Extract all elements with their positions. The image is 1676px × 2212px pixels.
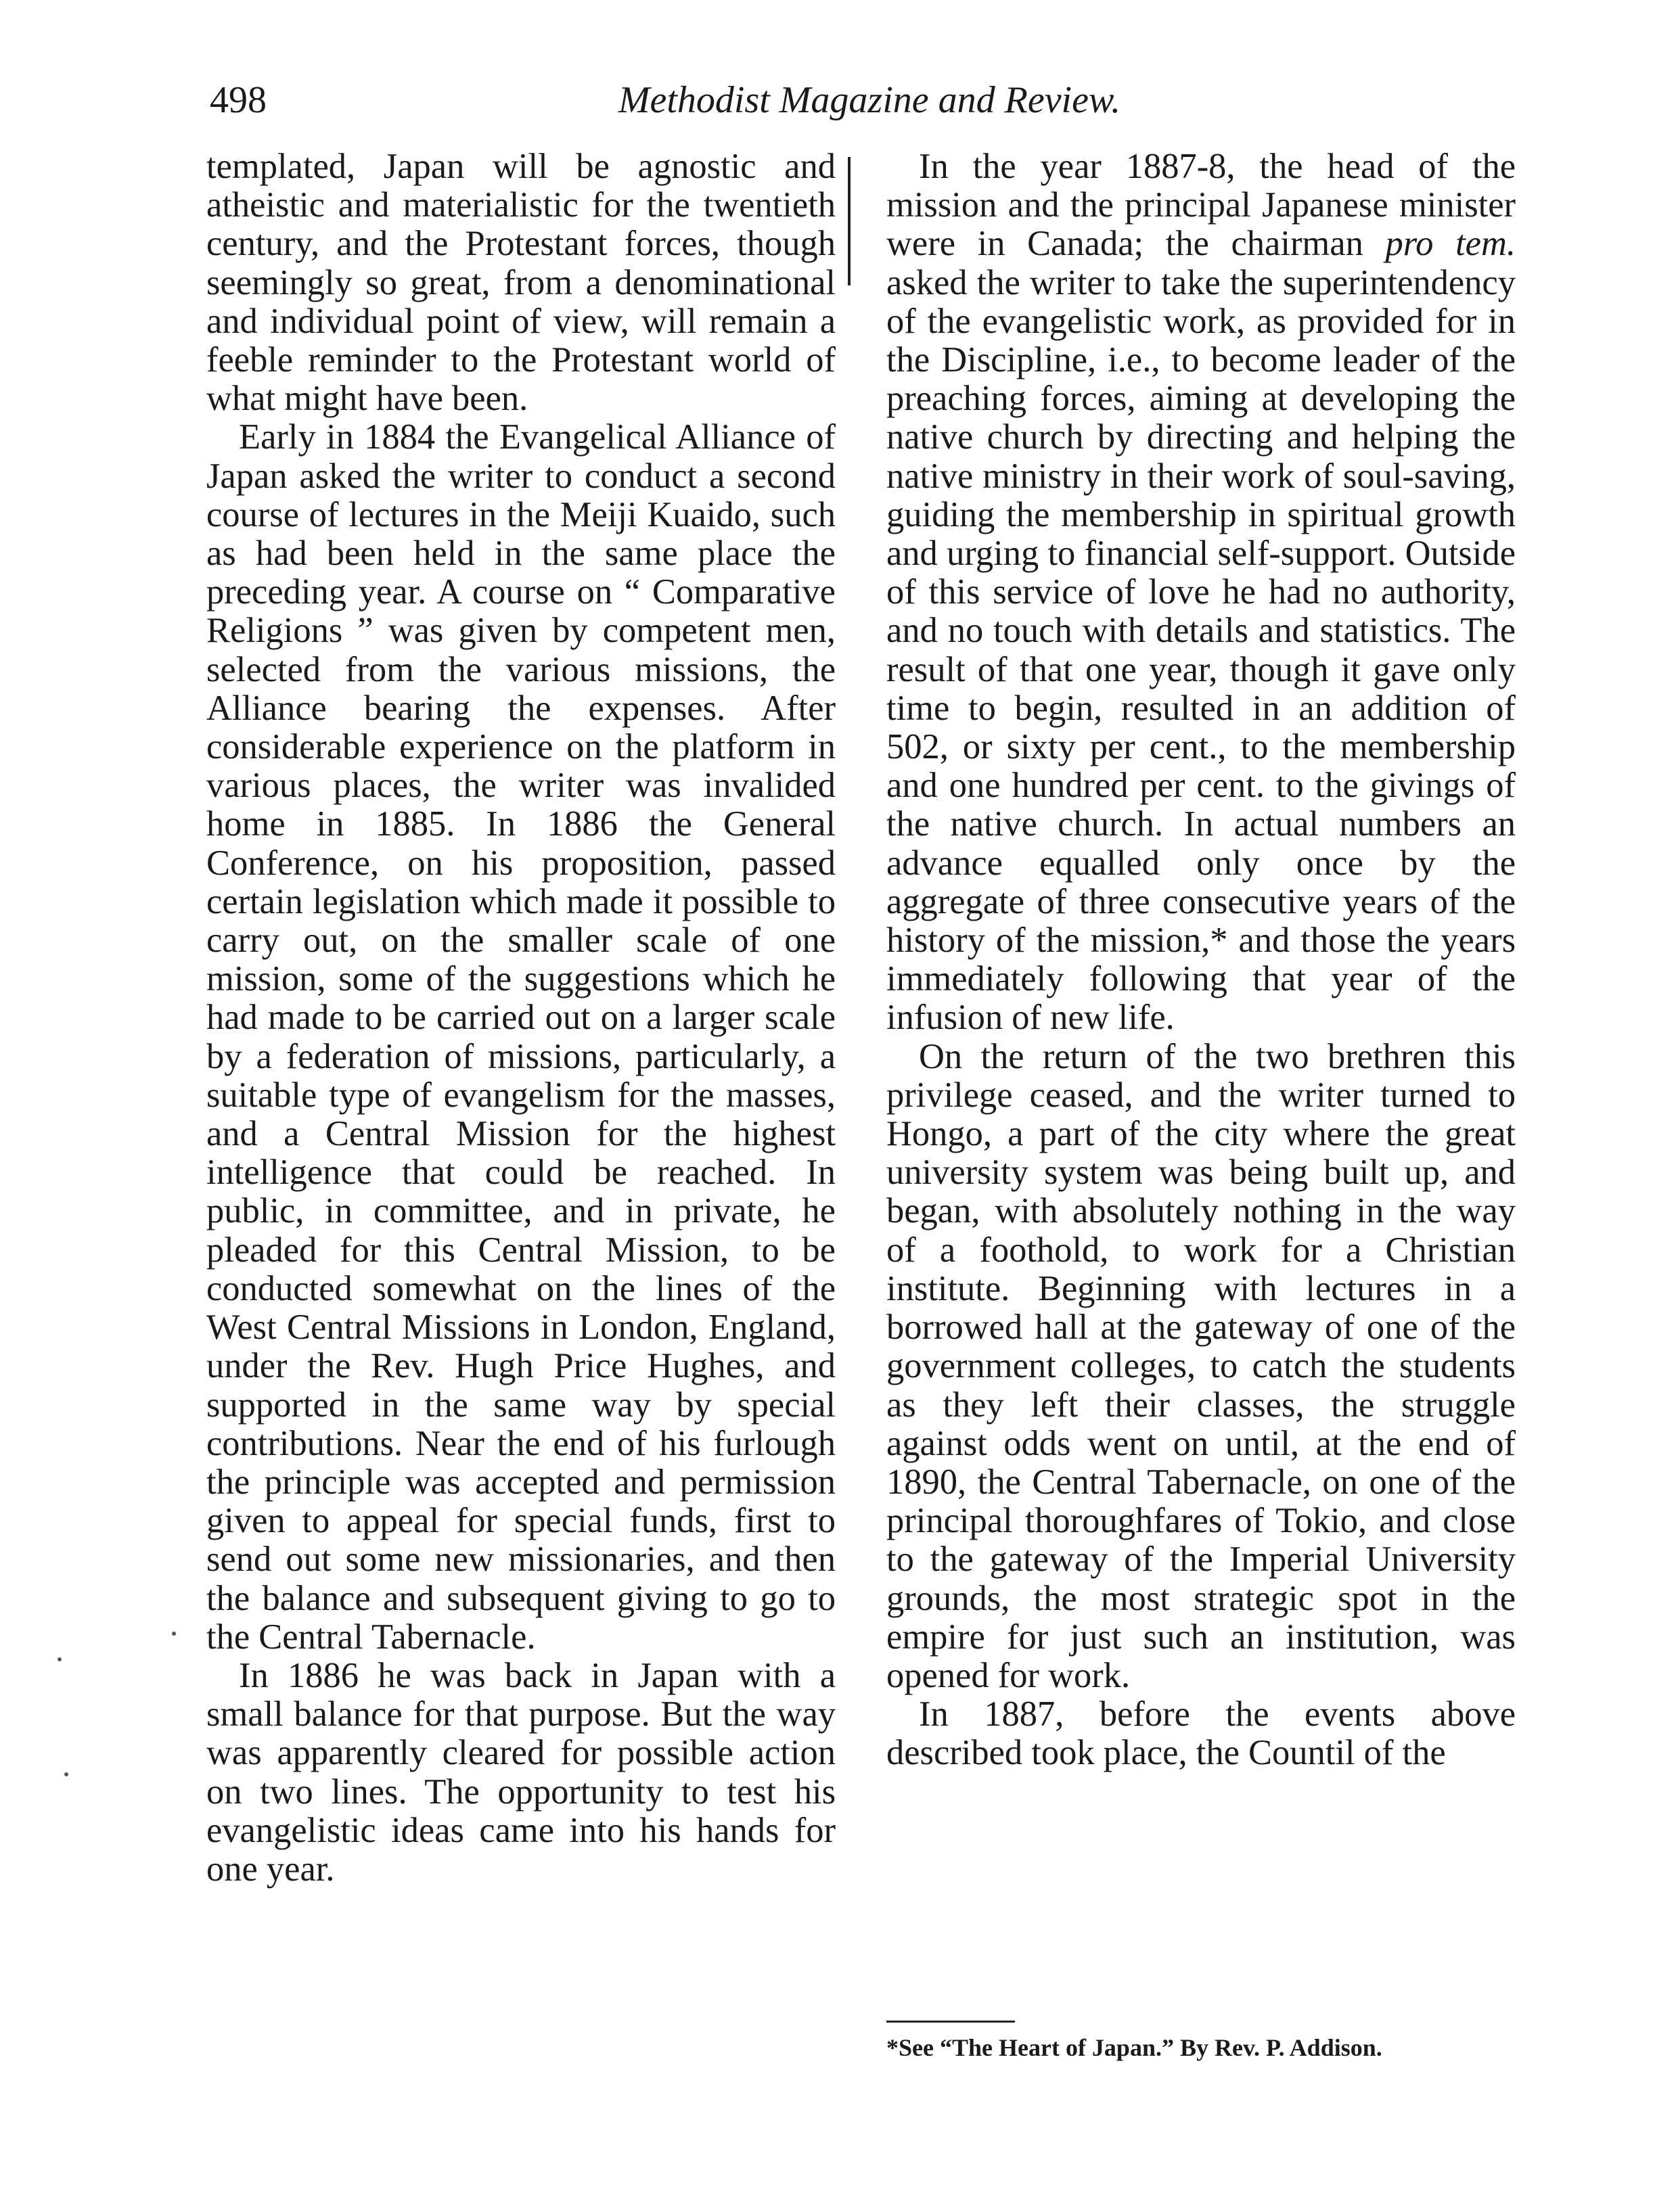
right-column: [886, 147, 1516, 1773]
footnote-rule: [886, 2021, 1015, 2023]
footnote: *See “The Heart of Japan.” By Rev. P. Addison.: [886, 2034, 1382, 2061]
text-run: asked the writer to take the superintendency of the evangelistic work, as provided for in the Discipline, i.e., to become leader of the preaching forces, aiming at developing the native church by directing and helping the native ministry in their work of soul-saving, guiding the membership in spiritual growth and urging to financial self-support. Outside of this service of love he had no authority, and no touch with details and statistics. The result of that one year, though it gave only time to begin, resulted in an addition of 502, or sixty per cent., to the membership and one hundred per cent. to the givings of the native church. In actual numbers an advance equalled only once by the aggregate of three consecutive years of the history of the mission,* and those the years immediately following that year of the infusion of new life.: [886, 262, 1516, 1038]
print-speck: [64, 1772, 68, 1776]
paragraph: In 1886 he was back in Japan with a small balance for that purpose. But the way was apparently cleared for possible action on two lines. The opportunity to test his evangelistic ideas came into his hands for one year.: [206, 1655, 836, 1889]
paragraph: templated, Japan will be agnostic and atheistic and materialistic for the twentieth century, and the Protestant forces, though seemingly so great, from a denominational and individual point of view, will remain a feeble reminder to the Protestant world of what might have been.: [206, 147, 836, 419]
column-divider: [848, 157, 851, 285]
paragraph: Early in 1884 the Evangelical Alliance of Japan asked the writer to conduct a second course of lectures in the Meiji Kuaido, such as had been held in the same place the preceding year. A course on “ Comparative Religions ” was given by competent men, selected from the various missions, the Alliance bearing the expenses. After considerable experience on the platform in various places, the writer was invalided home in 1885. In 1886 the General Conference, on his proposition, passed certain legislation which made it possible to carry out, on the smaller scale of one mission, some of the suggestions which he had made to be carried out on a larger scale by a federation of missions, particularly, a suitable type of evangelism for the masses, and a Central Mission for the highest intelligence that could be reached. In public, in committee, and in private, he pleaded for this Central Mission, to be conducted somewhat on the lines of the West Central Missions in London, England, under the Rev. Hugh Price Hughes, and supported in the same way by special contributions. Near the end of his furlough the principle was accepted and permission given to appeal for special funds, first to send out some new missionaries, and then the balance and subsequent giving to go to the Central Tabernacle.: [206, 417, 836, 1657]
page-header: [210, 73, 1529, 127]
running-title: Methodist Magazine and Review.: [618, 79, 1121, 121]
page-number: 498: [210, 79, 267, 121]
paragraph: In 1887, before the events above described took place, the Countil of the: [886, 1695, 1516, 1773]
paragraph: On the return of the two brethren this privilege ceased, and the writer turned to Hongo, a part of the city where the great university system was being built up, and began, with absolutely nothing in the way of a foothold, to work for a Christian institute. Beginning with lectures in a borrowed hall at the gateway of one of the government colleges, to catch the students as they left their classes, the struggle against odds went on until, at the end of 1890, the Central Tabernacle, on one of the principal thoroughfares of Tokio, and close to the gateway of the Imperial University grounds, the most strategic spot in the empire for just such an institution, was opened for work.: [886, 1036, 1516, 1695]
text-run: In the year 1887-8, the head of the mission and the principal Japanese minister were in Canada; the chairman: [886, 147, 1516, 264]
paragraph: [886, 147, 1516, 1038]
left-column: [206, 147, 836, 1889]
print-speck: [58, 1657, 62, 1661]
italic-phrase: pro tem.: [1385, 224, 1516, 264]
print-speck: [172, 1632, 176, 1636]
